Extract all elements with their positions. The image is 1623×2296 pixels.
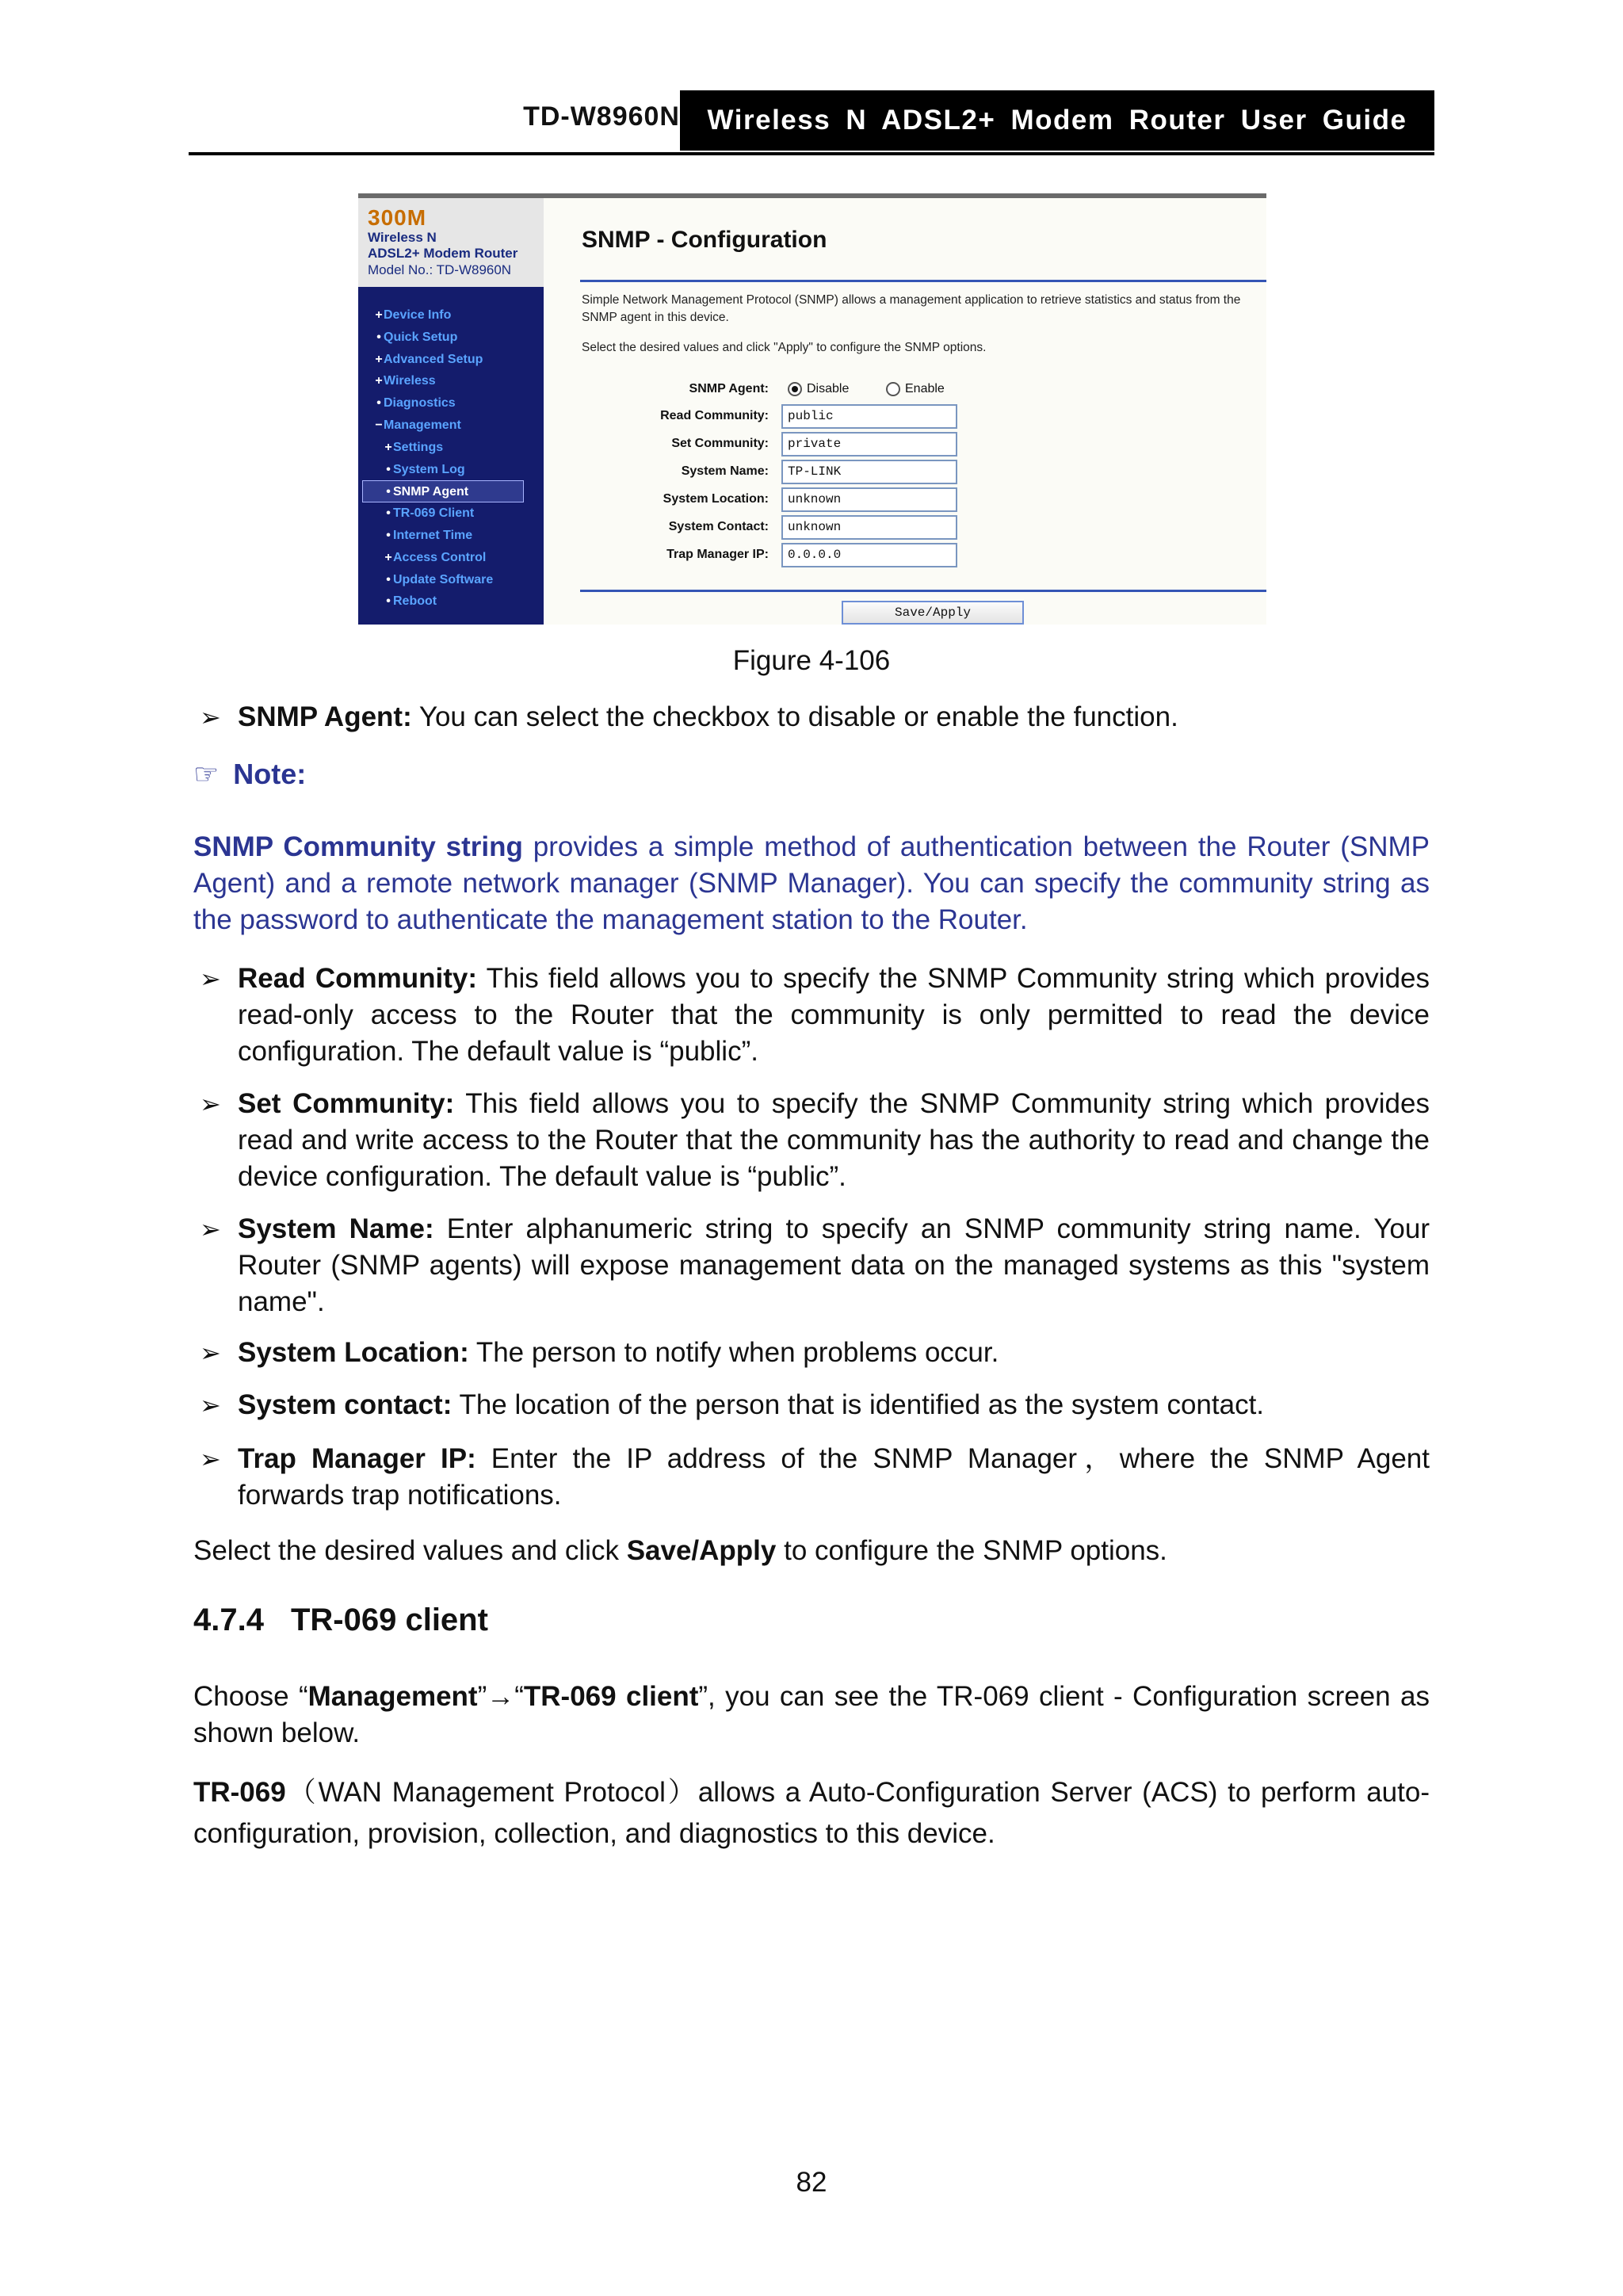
bullet-set-community: ➢ Set Community: This field allows you to specify the SNMP Community string which provides read and write access to the Router that the community has the authority to read and change the device configuration. The default value is “public”.: [193, 1086, 1430, 1195]
bullet-arrow-icon: ➢: [200, 1090, 221, 1118]
menu-item-access-control[interactable]: +Access Control: [384, 550, 487, 564]
config-description: Simple Network Management Protocol (SNMP) allows a management application to retrieve statistics and status from the SNMP agent in this device.: [582, 293, 1241, 324]
header-model: TD-W8960N: [523, 101, 680, 132]
tr069-paragraph: TR-069（WAN Management Protocol）allows a Auto-Configuration Server (ACS) to perform auto-configuration, provision, collection, and diagnostics to this device.: [193, 1777, 1430, 1849]
brand-line: ADSL2+ Modem Router: [368, 246, 518, 261]
menu-item-management[interactable]: −Management: [375, 418, 461, 432]
menu-item-update-software[interactable]: • Update Software: [386, 572, 494, 586]
bullet-arrow-icon: ➢: [200, 1445, 221, 1473]
set-community-row: [544, 430, 1266, 457]
field-label: System Contact:: [668, 520, 769, 533]
bullet-system-name: ➢ System Name: Enter alphanumeric string to specify an SNMP community string name. Your Router (SNMP agents) will expose management data on the managed systems as this "system name".: [193, 1211, 1430, 1320]
menu-item-system-log[interactable]: • System Log: [386, 462, 465, 476]
select-values-paragraph: Select the desired values and click Save/Apply to configure the SNMP options.: [193, 1535, 1167, 1566]
system-contact-row: [544, 514, 1266, 541]
header-guide-title: Wireless N ADSL2+ Modem Router User Guide: [680, 90, 1434, 151]
config-title: SNMP - Configuration: [582, 227, 827, 253]
disable-label: Disable: [807, 382, 850, 395]
menu-item-settings[interactable]: +Settings: [384, 440, 444, 454]
menu-item-device-info[interactable]: +Device Info: [375, 308, 452, 322]
note-paragraph: SNMP Community string provides a simple method of authentication between the Router (SNMP Agent) and a remote network manager (SNMP Manager). You can specify the community string as the password to authenticate the management station to the Router.: [193, 831, 1430, 935]
system-location-input[interactable]: unknown: [781, 487, 957, 512]
note-heading: ☞ Note:: [193, 758, 307, 790]
page-number: 82: [796, 2167, 827, 2198]
menu-item-quick-setup[interactable]: • Quick Setup: [376, 330, 458, 344]
set-community-input[interactable]: private: [781, 432, 957, 457]
system-name-row: [544, 458, 1266, 485]
disable-radio[interactable]: [788, 382, 802, 396]
menu-item-advanced-setup[interactable]: +Advanced Setup: [375, 352, 483, 366]
header-rule: [189, 152, 1434, 155]
menu-item-tr069-client[interactable]: • TR-069 Client: [386, 506, 475, 521]
trap-manager-ip-row: [544, 541, 1266, 568]
router-brand: [358, 198, 544, 287]
section-heading: 4.7.4 TR-069 client: [193, 1603, 488, 1637]
field-label: Read Community:: [660, 409, 769, 422]
bullet-arrow-icon: ➢: [200, 1215, 221, 1244]
field-label: Trap Manager IP:: [666, 548, 769, 561]
brand-model: Model No.: TD-W8960N: [368, 262, 512, 277]
bullet-arrow-icon: ➢: [200, 1339, 221, 1367]
snmp-agent-row: [544, 376, 1266, 403]
brand-speed: 300M: [368, 205, 427, 230]
enable-label: Enable: [905, 382, 945, 395]
bullet-arrow-icon: ➢: [200, 965, 221, 993]
read-community-input[interactable]: public: [781, 404, 957, 429]
system-contact-input[interactable]: unknown: [781, 515, 957, 540]
pointing-hand-icon: ☞: [193, 758, 220, 790]
menu-item-diagnostics[interactable]: • Diagnostics: [376, 396, 456, 411]
snmp-config-panel: [544, 198, 1266, 625]
save-apply-button[interactable]: Save/Apply: [842, 601, 1024, 625]
bullet-snmp-agent: ➢ SNMP Agent: You can select the checkbox to disable or enable the function.: [193, 699, 1430, 735]
bullet-arrow-icon: ➢: [200, 1391, 221, 1419]
system-name-input[interactable]: TP-LINK: [781, 460, 957, 484]
bullet-arrow-icon: ➢: [200, 703, 221, 732]
trap-manager-ip-input[interactable]: 0.0.0.0: [781, 543, 957, 567]
router-screenshot: [358, 193, 1266, 625]
field-label: Set Community:: [671, 437, 769, 450]
menu-item-wireless[interactable]: +Wireless: [375, 374, 436, 388]
choose-paragraph: Choose “Management”→“TR-069 client”, you can see the TR-069 client - Configuration screen as shown below.: [193, 1681, 1430, 1748]
bullet-system-contact: ➢ System contact: The location of the person that is identified as the system contact.: [193, 1387, 1430, 1423]
config-instruction: Select the desired values and click "Apply" to configure the SNMP options.: [582, 341, 987, 354]
brand-line: Wireless N: [368, 230, 437, 245]
page-header: [189, 90, 1434, 157]
menu-item-internet-time[interactable]: • Internet Time: [386, 528, 473, 542]
read-community-row: [544, 403, 1266, 430]
field-label: System Location:: [663, 492, 769, 506]
enable-radio[interactable]: [886, 382, 900, 396]
title-rule: [580, 280, 1266, 282]
router-menu: [358, 287, 544, 625]
bullet-read-community: ➢ Read Community: This field allows you to specify the SNMP Community string which provides read-only access to the Router that the community is only permitted to read the device configuration. The default value is “public”.: [193, 961, 1430, 1070]
menu-item-reboot[interactable]: • Reboot: [386, 594, 437, 609]
figure-caption: Figure 4-106: [732, 645, 891, 676]
field-label: SNMP Agent:: [689, 382, 769, 395]
menu-item-snmp-agent[interactable]: • SNMP Agent: [362, 480, 524, 502]
bullet-system-location: ➢ System Location: The person to notify when problems occur.: [193, 1335, 1430, 1371]
field-label: System Name:: [681, 464, 769, 478]
system-location-row: [544, 486, 1266, 513]
bullet-trap-manager-ip: ➢ Trap Manager IP: Enter the IP address of the SNMP Manager，where the SNMP Agent forwards trap notifications.: [193, 1441, 1430, 1514]
bottom-rule: [580, 590, 1266, 592]
